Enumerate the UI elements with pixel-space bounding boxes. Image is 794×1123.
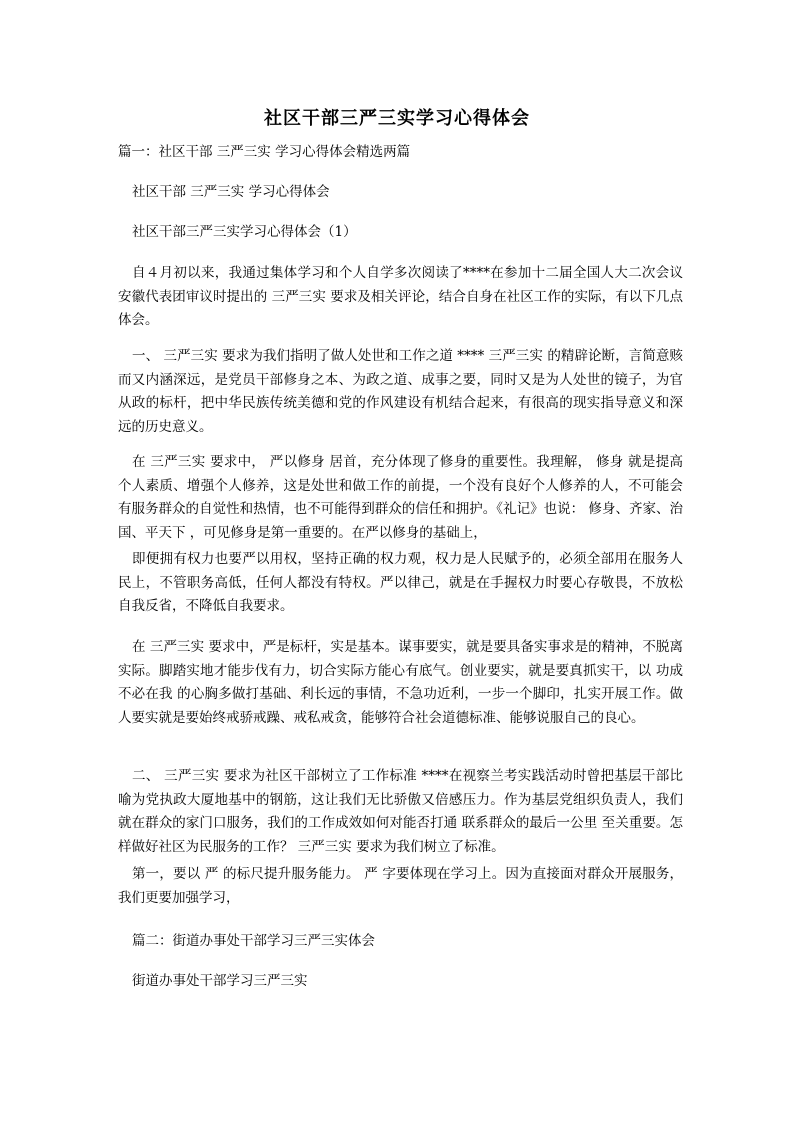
paragraph-4: 即便拥有权力也要严以用权，坚持正确的权力观，权力是人民赋予的，必须全部用在服务人民上，不管职务高低，任何人都没有特权。严以律己，就是在手握权力时要心存敬畏，不放松自我反省，不降低自我要求。 <box>118 551 683 614</box>
section2-heading: 篇二：街道办事处干部学习三严三实体会 <box>132 933 375 949</box>
paragraph-2: 一、 三严三实 要求为我们指明了做人处世和工作之道 **** 三严三实 的精辟论断，言简意赅而又内涵深远，是党员干部修身之本、为政之道、成事之要，同时又是为人处世的镜子，为官从政的标杆，把中华民族传统美德和党的作风建设有机结合起来，有很高的现实指导意义和深远的历史意义。 <box>118 348 683 435</box>
paragraph-3: 在 三严三实 要求中， 严以修身 居首，充分体现了修身的重要性。我理解， 修身 就是提高个人素质、增强个人修养，这是处世和做工作的前提，一个没有良好个人修养的人，不可能会有服务群众的自觉性和热情，也不可能得到群众的信任和拥护。《礼记》也说： 修身、齐家、治国、平天下 ，可见修身是第一重要的。在严以修身的基础上， <box>118 454 683 541</box>
document-title: 社区干部三严三实学习心得体会 <box>264 108 530 129</box>
paragraph-5: 在 三严三实 要求中，严是标杆，实是基本。谋事要实，就是要具备实事求是的精神，不脱离实际。脚踏实地才能步伐有力，切合实际方能心有底气。创业要实，就是要真抓实干，以 功成不必在我 的心胸多做打基础、利长远的事情，不急功近利，一步一个脚印，扎实开展工作。做人要实就是要始终戒骄戒躁、戒私戒贪，能够符合社会道德标准、能够说服自己的良心。 <box>118 639 683 726</box>
paragraph-1: 自４月初以来，我通过集体学习和个人自学多次阅读了****在参加十二届全国人大二次会议安徽代表团审议时提出的 三严三实 要求及相关评论，结合自身在社区工作的实际，有以下几点体会。 <box>118 265 683 328</box>
section1-heading: 篇一：社区干部 三严三实 学习心得体会精选两篇 <box>118 144 411 160</box>
paragraph-7: 第一，要以 严 的标尺提升服务能力。 严 字要体现在学习上。因为直接面对群众开展服务，我们更要加强学习， <box>118 866 683 906</box>
paragraph-6: 二、 三严三实 要求为社区干部树立了工作标准 ****在视察兰考实践活动时曾把基层干部比喻为党执政大厦地基中的钢筋，这让我们无比骄傲又倍感压力。作为基层党组织负责人，我们就在群众的家门口服务，我们的工作成效如何对能否打通 联系群众的最后一公里 至关重要。怎样做好社区为民服务的工作？ 三严三实 要求为我们树立了标准。 <box>118 768 683 855</box>
subheading-3: 街道办事处干部学习三严三实 <box>132 973 308 989</box>
subheading-1: 社区干部 三严三实 学习心得体会 <box>132 184 330 200</box>
subheading-2: 社区干部三严三实学习心得体会（1） <box>132 224 357 240</box>
